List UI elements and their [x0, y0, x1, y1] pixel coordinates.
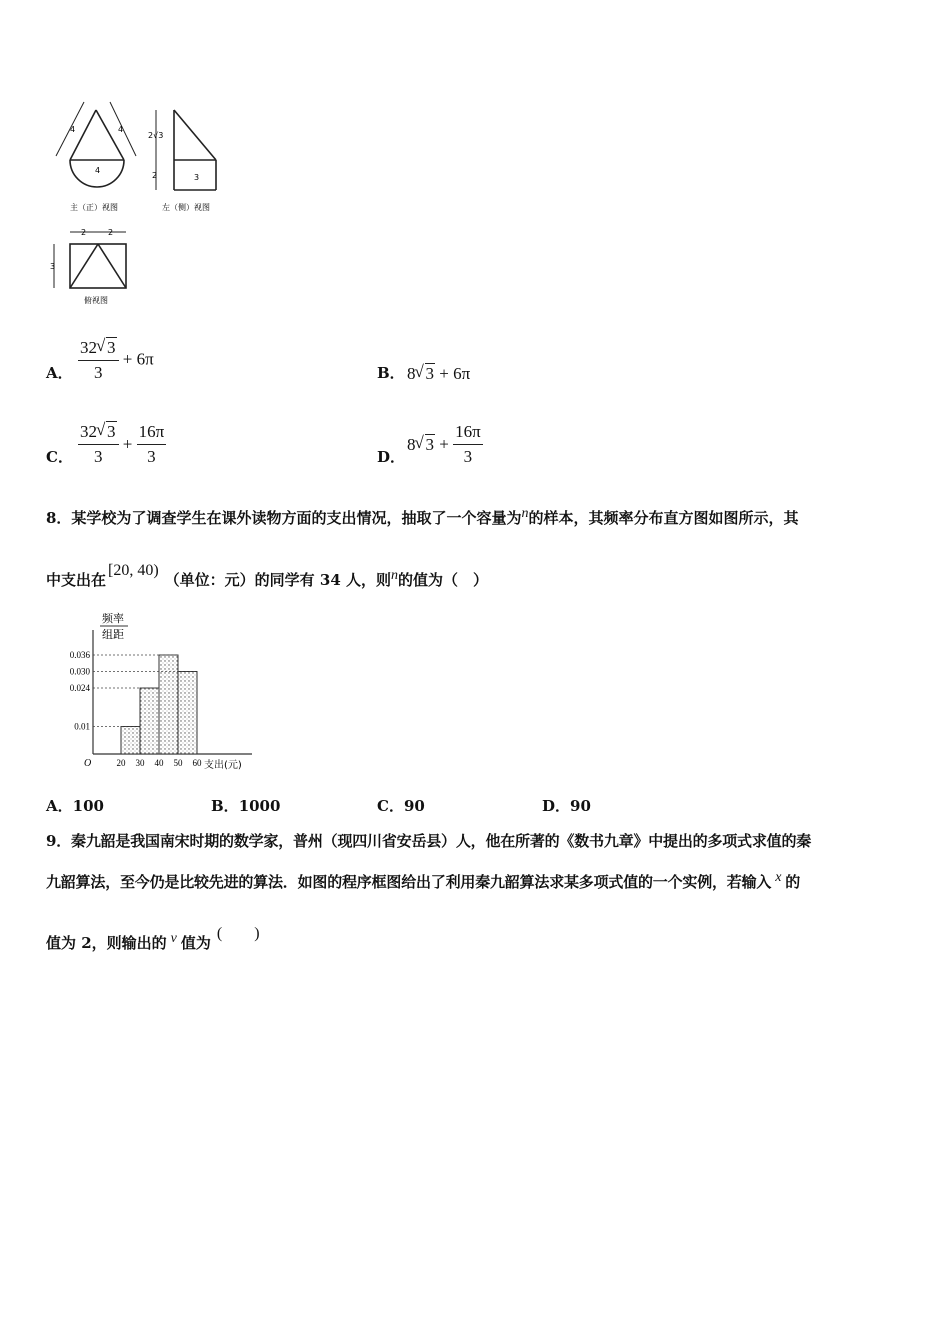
- chart-xlabel: 支出(元): [204, 760, 242, 771]
- q9-line3: 值为 2，则输出的 $^v$ 值为( ): [46, 925, 260, 952]
- chart-xtick-label-1: 30: [135, 758, 145, 768]
- q8-option-b[interactable]: B．1000: [211, 797, 281, 815]
- q8-interval: [20, 40): [108, 562, 159, 579]
- option-c-num: 32: [80, 422, 97, 441]
- chart-ytick-label-1: 0.030: [69, 666, 90, 677]
- option-c-label: C．: [46, 448, 73, 466]
- option-d-tail-num: 16π: [453, 422, 483, 445]
- option-a-rad: 3: [107, 338, 116, 357]
- q8-line2: 中支出在[20, 40)（单位：元）的同学有 34 人，则$^n$的值为（ ）: [46, 562, 489, 589]
- option-c-rad: 3: [107, 422, 116, 441]
- q9-line1: 9．秦九韶是我国南宋时期的数学家，普州（现四川省安岳县）人，他在所著的《数书九章》中提出的多项式求值的秦: [46, 832, 812, 850]
- q8-option-c[interactable]: C．90: [377, 797, 425, 815]
- option-c-tail-den: 3: [147, 447, 156, 466]
- chart-bar-[20,30): [121, 727, 140, 755]
- chart-ytick-label-0: 0.036: [69, 650, 90, 660]
- chart-xtick-label-4: 60: [192, 758, 202, 768]
- top-view: [54, 232, 126, 288]
- q8-var-n2: n: [391, 568, 398, 583]
- q8-option-d-value: 90: [570, 797, 591, 815]
- chart-xtick-label-2: 40: [154, 758, 164, 768]
- side-dim-width: 3: [194, 173, 200, 182]
- side-dim-top: 2√3: [148, 131, 164, 140]
- option-d-label: D．: [377, 448, 406, 466]
- front-view-label: 主（正）视图: [70, 203, 118, 212]
- q8-line1: 8．某学校为了调查学生在课外读物方面的支出情况，抽取了一个容量为$^n$的样本，其频率分布直方图如图所示，其: [46, 506, 799, 527]
- top-dim-left: 2: [81, 228, 87, 237]
- option-b-coef: 8: [407, 364, 416, 383]
- q9-paren: ( ): [216, 925, 260, 942]
- frequency-histogram: [56, 608, 260, 778]
- chart-ylabel-top: 频率: [102, 612, 124, 625]
- front-dim-right: 4: [118, 125, 124, 134]
- q8-option-c-value: 90: [403, 797, 425, 815]
- chart-origin: O: [84, 758, 92, 769]
- q8-var-n: n: [521, 506, 529, 521]
- option-a-den: 3: [94, 363, 103, 382]
- chart-ylabel-bottom: 组距: [102, 628, 124, 641]
- chart-bar-[50,60): [178, 672, 197, 755]
- side-view: [156, 110, 216, 190]
- top-view-label: 俯视图: [84, 296, 108, 305]
- chart-ytick-label-2: 0.024: [69, 683, 90, 693]
- option-d-rad: 3: [425, 434, 434, 454]
- chart-ytick-label-3: 0.01: [74, 721, 90, 732]
- chart-bar-[40,50): [159, 655, 178, 754]
- q8-option-d[interactable]: D．90: [542, 797, 591, 815]
- option-b-rad: 3: [425, 364, 434, 383]
- q8-option-a-value: 100: [72, 797, 104, 815]
- top-dim-height: 3: [50, 262, 56, 271]
- front-dim-bottom: 4: [95, 166, 101, 175]
- option-d-tail-den: 3: [463, 447, 473, 466]
- side-dim-bottom: 2: [152, 171, 158, 180]
- top-dim-right: 2: [108, 228, 114, 237]
- option-b-label: B．: [377, 364, 405, 382]
- option-c-den: 3: [94, 447, 103, 466]
- option-a-tail: + 6π: [122, 349, 154, 369]
- q9-var-x: x: [775, 870, 782, 885]
- front-dim-left: 4: [70, 125, 76, 134]
- side-view-label: 左（侧）视图: [162, 203, 210, 212]
- q8-option-b-value: 1000: [238, 797, 281, 815]
- option-d-coef: 8: [407, 434, 416, 454]
- three-views-figure: [44, 98, 220, 310]
- chart-xtick-label-3: 50: [173, 758, 183, 768]
- q8-option-a[interactable]: A．100: [46, 797, 104, 815]
- option-c-tail-num: 16π: [137, 422, 167, 445]
- chart-bar-[30,40): [140, 688, 159, 754]
- q9-var-v: v: [170, 931, 177, 946]
- option-b-tail: + 6π: [439, 364, 471, 383]
- option-a-label: A．: [46, 364, 73, 382]
- chart-xtick-label-0: 20: [116, 758, 126, 768]
- q9-line2: 九韶算法，至今仍是比较先进的算法．如图的程序框图给出了利用秦九韶算法求某多项式值的一个实例，若输入 $^x$ 的: [46, 870, 801, 891]
- option-a-num: 32: [80, 338, 97, 357]
